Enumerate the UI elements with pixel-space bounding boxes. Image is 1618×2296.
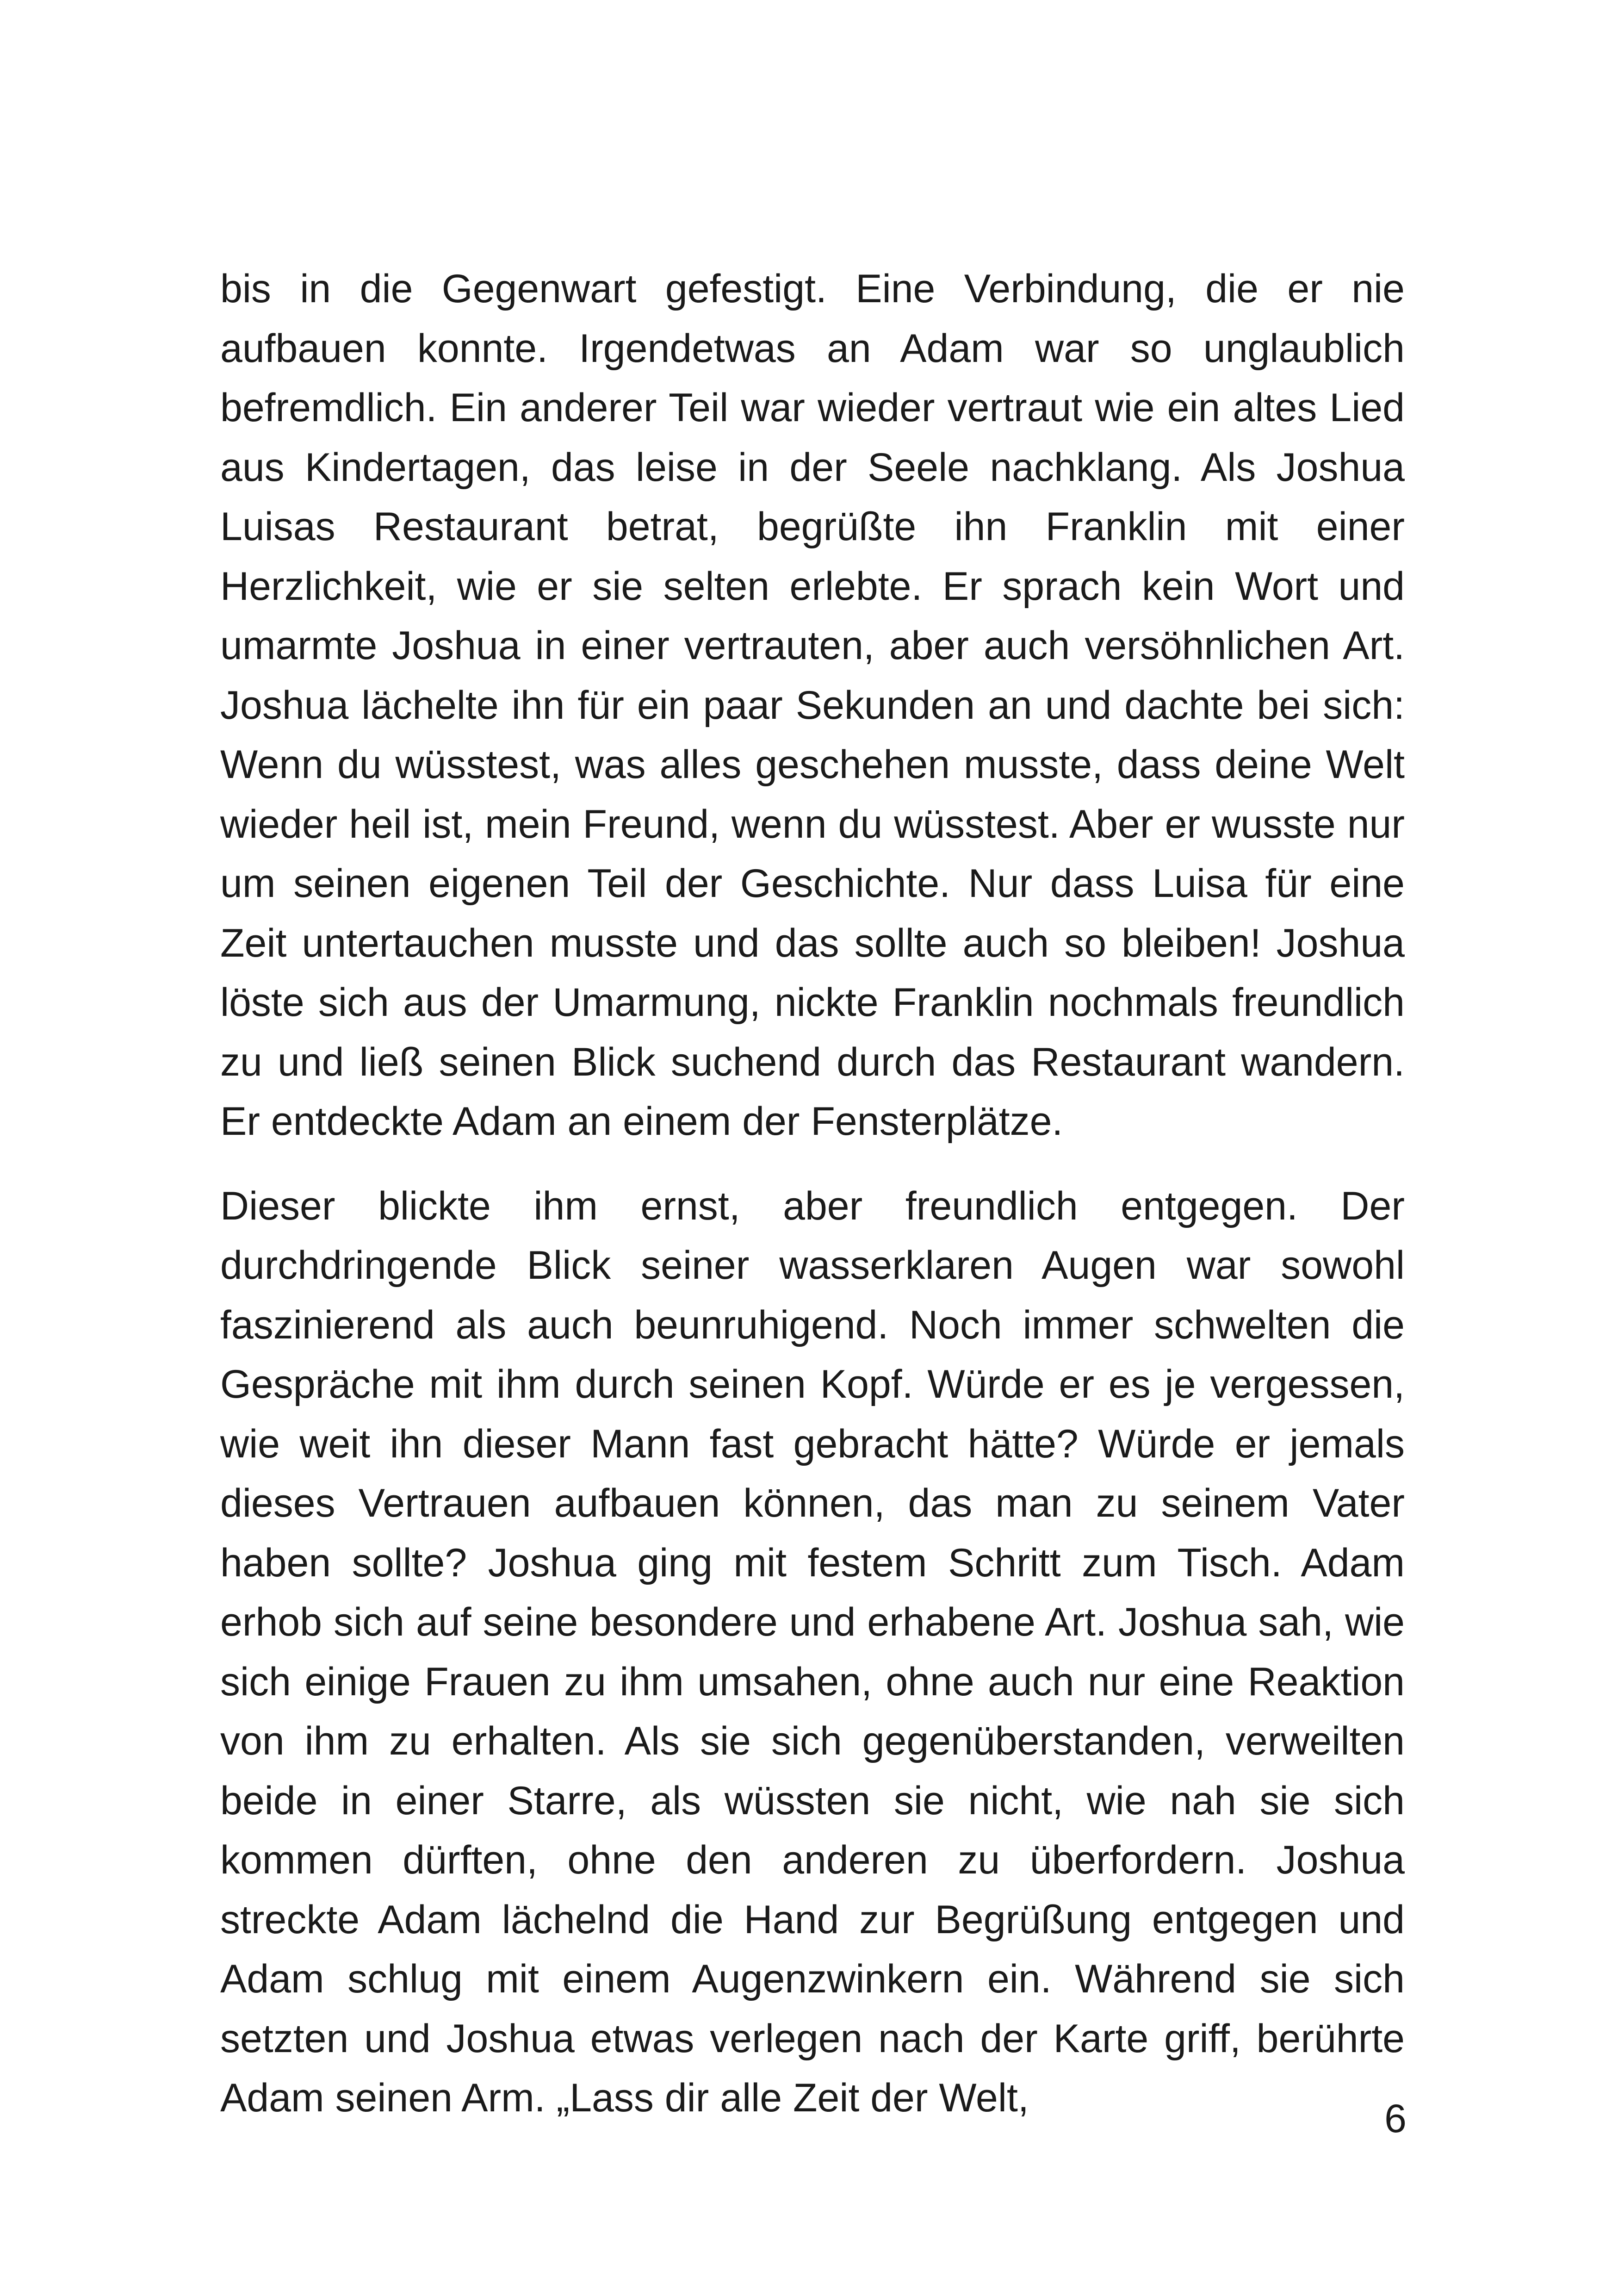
body-text: [220, 259, 1405, 2128]
page-number: 6: [1384, 2097, 1407, 2141]
paragraph-2: Dieser blickte ihm ernst, aber freundlich entgegen. Der durchdringende Blick seiner wasserklaren Augen war sowohl faszinierend als auch beunruhigend. Noch immer schwelten die Gespräche mit ihm durch seinen Kopf. Würde er es je vergessen, wie weit ihn dieser Mann fast gebracht hätte? Würde er jemals dieses Vertrauen aufbauen können, das man zu seinem Vater haben sollte? Joshua ging mit festem Schritt zum Tisch. Adam erhob sich auf seine besondere und erhabene Art. Joshua sah, wie sich einige Frauen zu ihm umsahen, ohne auch nur eine Reaktion von ihm zu erhalten. Als sie sich gegenüberstanden, verweilten beide in einer Starre, als wüssten sie nicht, wie nah sie sich kommen dürften, ohne den anderen zu überfordern. Joshua streckte Adam lächelnd die Hand zur Begrüßung entgegen und Adam schlug mit einem Augenzwinkern ein. Während sie sich setzten und Joshua etwas verlegen nach der Karte griff, berührte Adam seinen Arm. „Lass dir alle Zeit der Welt,: [220, 1183, 1405, 2120]
paragraph-1: bis in die Gegenwart gefestigt. Eine Verbindung, die er nie aufbauen konnte. Irgendetwas an Adam war so unglaublich befremdlich. Ein anderer Teil war wieder vertraut wie ein altes Lied aus Kindertagen, das leise in der Seele nachklang. Als Joshua Luisas Restaurant betrat, begrüßte ihn Franklin mit einer Herzlichkeit, wie er sie selten erlebte. Er sprach kein Wort und umarmte Joshua in einer vertrauten, aber auch versöhnlichen Art. Joshua lächelte ihn für ein paar Sekunden an und dachte bei sich: Wenn du wüsstest, was alles geschehen musste, dass deine Welt wieder heil ist, mein Freund, wenn du wüsstest. Aber er wusste nur um seinen eigenen Teil der Geschichte. Nur dass Luisa für eine Zeit untertauchen musste und das sollte auch so bleiben! Joshua löste sich aus der Umarmung, nickte Franklin nochmals freundlich zu und ließ seinen Blick suchend durch das Restaurant wandern. Er entdeckte Adam an einem der Fensterplätze.: [220, 267, 1405, 1144]
